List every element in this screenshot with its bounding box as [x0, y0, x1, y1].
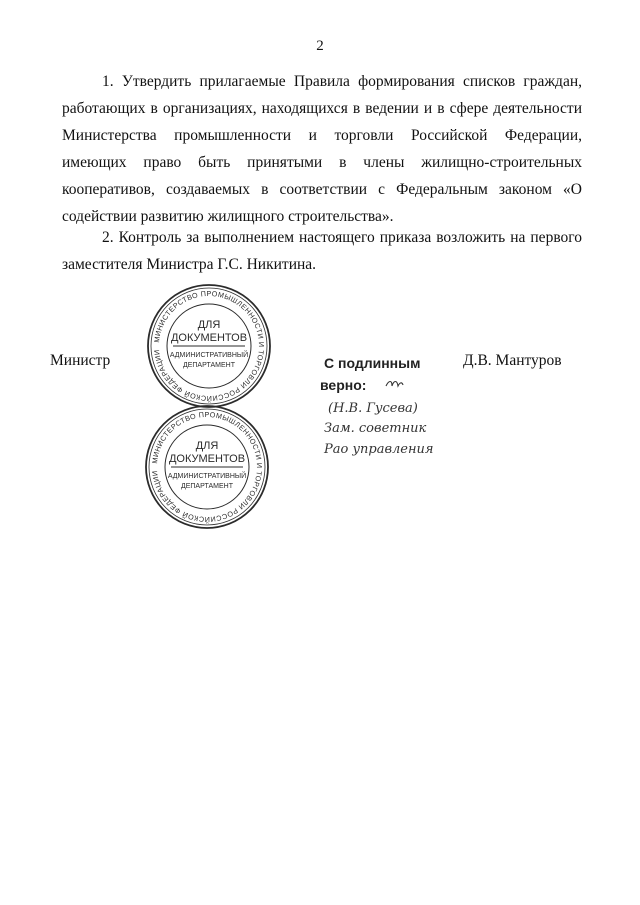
stamp-line-4: ДЕПАРТАМЕНТ: [182, 362, 236, 369]
svg-text:(Н.В. Гусева): (Н.В. Гусева): [328, 401, 418, 416]
stamp-line-3: АДМИНИСТРАТИВНЫЙ: [169, 352, 249, 359]
handwritten-signature-mark: [386, 382, 403, 387]
handwritten-note: [323, 401, 434, 457]
official-stamp-bottom: [143, 403, 271, 531]
stamp-line-2: ДОКУМЕНТОВ: [170, 332, 248, 344]
stamp-line-4: ДЕПАРТАМЕНТ: [180, 483, 234, 490]
paragraph-1: 1. Утвердить прилагаемые Правила формирования списков граждан, работающих в организациях, находящихся в ведении и в сфере деятельности Министерства промышленности и торговли Российской Федерации, имеющих право быть принятыми в члены жилищно-строительных кооперативов, создаваемых в соответствии с Федеральным законом «О содействии развитию жилищного строительства».: [62, 73, 582, 225]
svg-text:Зам. советник: Зам. советник: [324, 421, 427, 436]
stamp-line-3: АДМИНИСТРАТИВНЫЙ: [167, 473, 247, 480]
stamp-line-1: ДЛЯ: [195, 440, 219, 452]
paragraph-2: 2. Контроль за выполнением настоящего приказа возложить на первого заместителя Министра Г.С. Никитина.: [62, 229, 582, 273]
stamp-ring-text: МИНИСТЕРСТВО ПРОМЫШЛЕННОСТИ И ТОРГОВЛИ РОССИЙСКОЙ ФЕДЕРАЦИИ: [150, 409, 265, 525]
stamp-line-2: ДОКУМЕНТОВ: [168, 453, 246, 465]
svg-text:Рао управления: Рао управления: [324, 442, 434, 457]
signer-name: Д.В. Мантуров: [463, 352, 562, 369]
page-number: 2: [316, 38, 324, 54]
certification-line-2: верно:: [320, 377, 367, 393]
signer-title: Министр: [50, 352, 111, 369]
stamp-line-1: ДЛЯ: [197, 319, 221, 331]
stamp-ring-text: МИНИСТЕРСТВО ПРОМЫШЛЕННОСТИ И ТОРГОВЛИ РОССИЙСКОЙ ФЕДЕРАЦИИ: [152, 288, 267, 404]
certification-line-1: С подлинным: [324, 355, 421, 371]
official-stamp-top: [145, 282, 273, 410]
